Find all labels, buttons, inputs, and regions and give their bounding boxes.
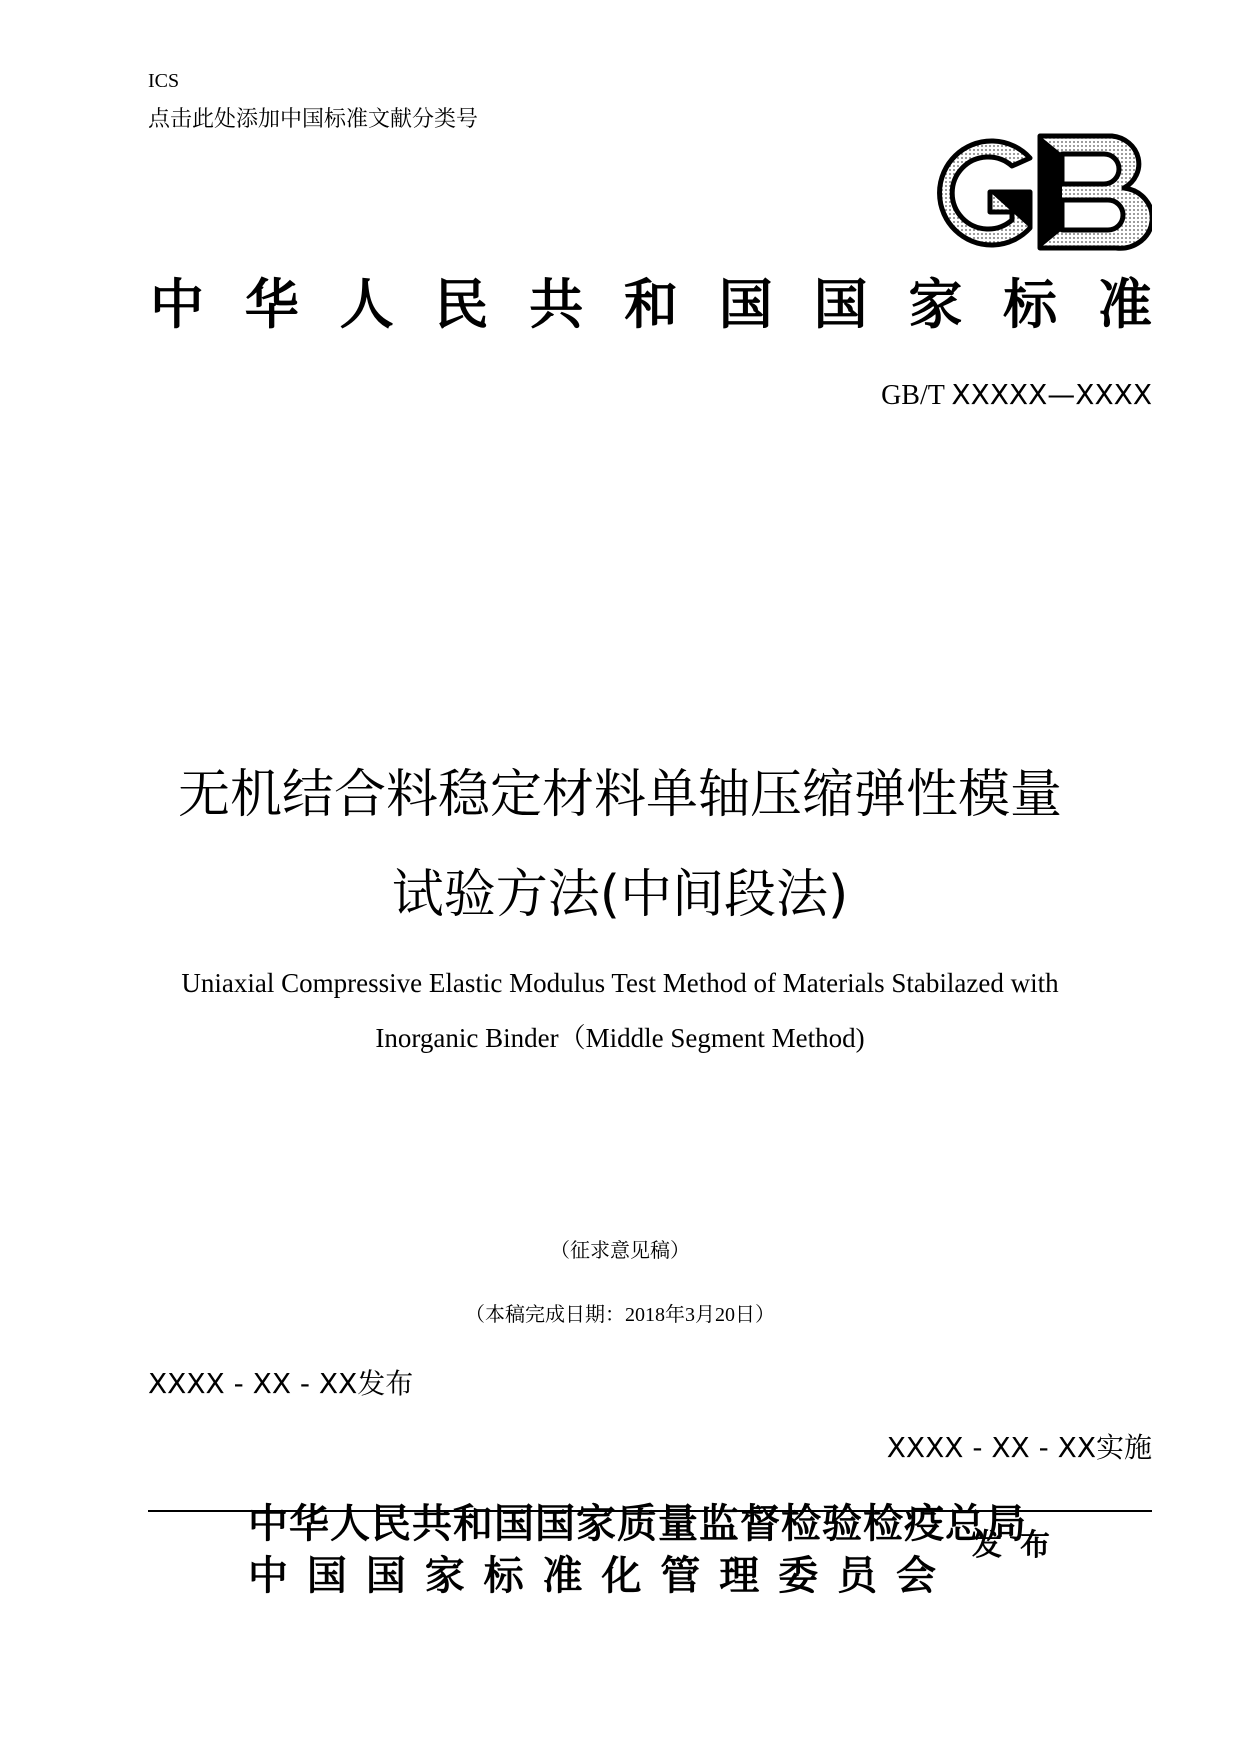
heading-char: 共 (529, 275, 584, 335)
heading-char: 家 (908, 275, 963, 335)
heading-char: 国 (813, 275, 868, 335)
issuer-sac (248, 1544, 936, 1601)
issuer-char: 标 (483, 1553, 524, 1598)
heading-char: 和 (623, 275, 678, 335)
draft-status: （征求意见稿） (550, 1240, 690, 1262)
title-english-line2: Inorganic Binder（Middle Segment Method) (375, 1023, 865, 1053)
heading-char: 人 (339, 275, 394, 335)
issuer-char: 员 (837, 1553, 878, 1598)
standard-number-value[interactable]: XXXXX—XXXX (951, 378, 1152, 411)
ccs-placeholder[interactable]: 点击此处添加中国标准文献分类号 (148, 107, 479, 132)
ics-label: ICS (148, 70, 180, 92)
heading-char: 国 (718, 275, 773, 335)
heading-char: 民 (434, 275, 489, 335)
issuer-char: 委 (778, 1553, 819, 1598)
issuer-aqsiq: 中华人民共和国国家质量监督检验检疫总局 (248, 1501, 1027, 1546)
gb-logo-icon (912, 128, 1152, 256)
issuer-char: 国 (306, 1553, 347, 1598)
heading-char: 标 (1003, 275, 1058, 335)
issuer-char: 管 (660, 1553, 701, 1598)
issuer-char: 国 (365, 1553, 406, 1598)
publish-date[interactable]: XXXX - XX - XX发布 (148, 1367, 414, 1400)
title-english-line1: Uniaxial Compressive Elastic Modulus Test Method of Materials Stabilazed with (181, 968, 1059, 998)
issuer-char: 准 (542, 1553, 583, 1598)
issuer-char: 化 (601, 1553, 642, 1598)
issuer-char: 理 (719, 1553, 760, 1598)
title-chinese-line2: 试验方法(中间段法) (391, 865, 849, 925)
heading-char: 准 (1097, 275, 1152, 335)
issue-label: 发布 (972, 1529, 1068, 1562)
heading-char: 中 (150, 275, 204, 335)
implement-date[interactable]: XXXX - XX - XX实施 (886, 1431, 1152, 1464)
issuer-char: 会 (895, 1553, 936, 1598)
title-chinese-line1: 无机结合料稳定材料单轴压缩弹性模量 (177, 765, 1062, 825)
issuer-char: 中 (248, 1553, 288, 1598)
national-standard-heading (150, 262, 1152, 339)
issuer-char: 家 (424, 1553, 465, 1598)
standard-number (881, 378, 1152, 412)
heading-char: 华 (244, 275, 299, 335)
completion-date: （本稿完成日期：2018年3月20日） (465, 1304, 775, 1326)
standard-prefix: GB/T (881, 380, 945, 411)
